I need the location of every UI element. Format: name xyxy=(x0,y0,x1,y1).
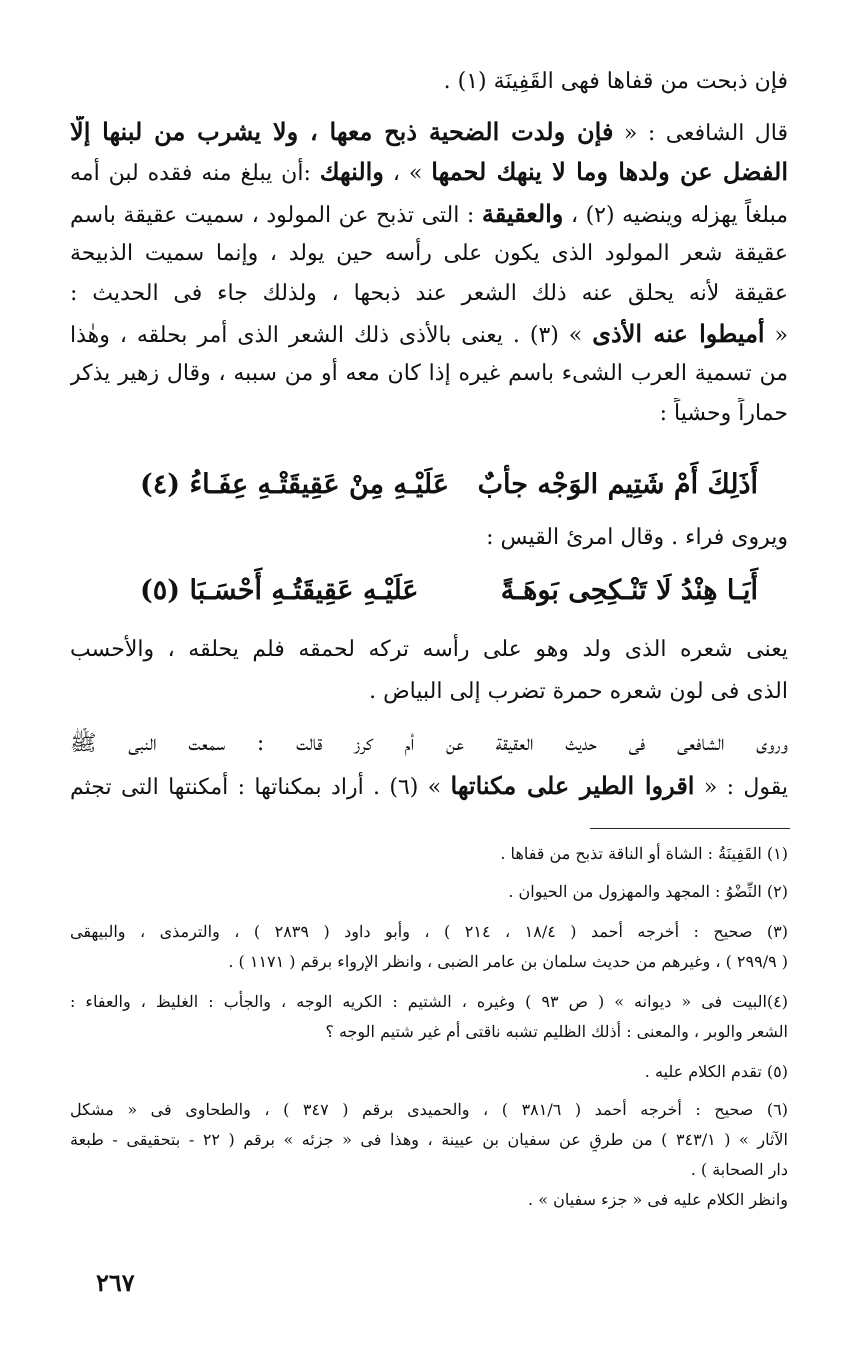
verse-1-second-hemistich: عَلَيْـهِ مِنْ عَقِيقَتْـهِ عِفَـاءُ (٤) xyxy=(140,469,449,500)
bold-text: والعقيقة xyxy=(481,199,564,228)
text: » (٦) . أراد بمكناتها : أمكنتها التى تجثم xyxy=(70,775,451,800)
footnote-separator xyxy=(590,828,790,829)
footnote-3-line-1: (٣) صحيح : أخرجه أحمد ( ١٨/٤ ، ٢١٤ ) ، وأبو داود ( ٢٨٣٩ ) ، والترمذى ، والبيهقى xyxy=(70,922,788,941)
text-line-4 xyxy=(70,198,788,232)
text: قال الشافعى : « xyxy=(613,121,788,146)
text-line-9 xyxy=(70,398,788,430)
text: وروى الشافعى فى حديث العقيقة عن أم كرز قالت : سمعت النبى ﷺ xyxy=(70,731,788,756)
footnote-5: (٥) تقدم الكلام عليه . xyxy=(644,1062,788,1081)
text: « xyxy=(764,323,788,348)
text-line-10 xyxy=(70,522,788,554)
footnote-4-line-1: (٤)البيت فى « ديوانه » ( ص ٩٣ ) وغيره ، الشتيم : الكريه الوجه ، والجأب : الغليظ ، والعفاء : xyxy=(70,992,788,1011)
text-line-1 xyxy=(70,66,788,98)
page-number: ٢٦٧ xyxy=(96,1268,135,1297)
text: من تسمية العرب الشىء باسم غيره إذا كان معه أو من سببه ، وقال زهير يذكر xyxy=(70,361,788,386)
text-line-3 xyxy=(70,156,788,190)
text: : التى تذبح عن المولود ، سميت عقيقة باسم xyxy=(70,203,482,228)
text-line-7 xyxy=(70,318,788,352)
text-line-8 xyxy=(70,358,788,390)
bold-text: اقروا الطير على مكناتها xyxy=(450,771,695,800)
text: يقول : « xyxy=(694,775,788,800)
text: حماراً وحشياً : xyxy=(659,401,788,426)
text-line-11 xyxy=(70,634,788,666)
verse-2-first-hemistich: أَيَـا هِنْدُ لَا تَنْـكِحِى بَوهَـةً xyxy=(500,575,758,606)
text: الذى فى لون شعره حمرة تضرب إلى البياض . xyxy=(369,679,788,704)
verse-1-first-hemistich: أَذَلِكَ أَمْ شَتِيم الوَجْه جأبٌ xyxy=(477,469,758,500)
text: » ، xyxy=(383,161,432,186)
text-line-5 xyxy=(70,238,788,270)
bold-text: الفضل عن ولدها وما لا ينهك لحمها xyxy=(431,157,788,186)
text: فإن ذبحت من قفاها فهى القَفِينَة (١) . xyxy=(443,69,788,94)
text-line-6 xyxy=(70,278,788,310)
footnote-6-line-2: الآثار » ( ٣٤٣/١ ) من طرقٍ عن سفيان بن عيينة ، وهذا فى « جزئه » برقم ( ٢٢ - بتحقيقى - طبعة xyxy=(70,1130,788,1149)
verse-2-second-hemistich: عَلَيْـهِ عَقِيقَتُـهِ أَحْسَـبَا (٥) xyxy=(140,575,419,606)
text: » (٣) . يعنى بالأذى ذلك الشعر الذى أمر بحلقه ، وهٰذا xyxy=(70,323,593,348)
bold-text: فإن ولدت الضحية ذبح معها ، ولا يشرب من لبنها إلّا xyxy=(70,117,614,146)
text-line-2 xyxy=(70,116,788,150)
footnote-6-line-4: وانظر الكلام عليه فى « جزء سفيان » . xyxy=(528,1190,788,1209)
footnote-4-line-2: الشعر والوبر ، والمعنى : أذلك الظليم تشبه ناقتى أم غير شتيم الوجه ؟ xyxy=(325,1022,788,1041)
text: يعنى شعره الذى ولد وهو على رأسه تركه لحمقه فلم يحلقه ، والأحسب xyxy=(70,637,788,662)
text-line-13 xyxy=(70,728,788,760)
footnote-6-line-3: دار الصحابة ) . xyxy=(690,1160,788,1179)
footnote-6-line-1: (٦) صحيح : أخرجه أحمد ( ٣٨١/٦ ) ، والحميدى برقم ( ٣٤٧ ) ، والطحاوى فى « مشكل xyxy=(70,1100,788,1119)
text: ويروى فراء . وقال امرئ القيس : xyxy=(486,525,788,550)
text: عقيقة لأنه يحلق عنه ذلك الشعر عند ذبحها ، ولذلك جاء فى الحديث : xyxy=(70,281,788,306)
text-line-14 xyxy=(70,770,788,804)
footnote-1: (١) القَفِينَةُ : الشاة أو الناقة تذبح من قفاها . xyxy=(500,844,788,863)
bold-text: والنهك xyxy=(319,157,384,186)
footnote-2: (٢) النِّضْوُ : المجهد والمهزول من الحيوان . xyxy=(508,882,788,901)
text: عقيقة شعر المولود الذى يكون على رأسه حين يولد ، وإنما سميت الذبيحة xyxy=(70,241,788,266)
text: :أن يبلغ منه فقده لبن أمه xyxy=(70,161,320,186)
text-line-12 xyxy=(70,676,788,708)
footnote-3-line-2: ( ٢٩٩/٩ ) ، وغيرهم من حديث سلمان بن عامر الضبى ، وانظر الإرواء برقم ( ١١٧١ ) . xyxy=(228,952,788,971)
text: مبلغاً يهزله وينضيه (٢) ، xyxy=(563,203,788,228)
bold-text: أميطوا عنه الأذى xyxy=(592,319,765,348)
